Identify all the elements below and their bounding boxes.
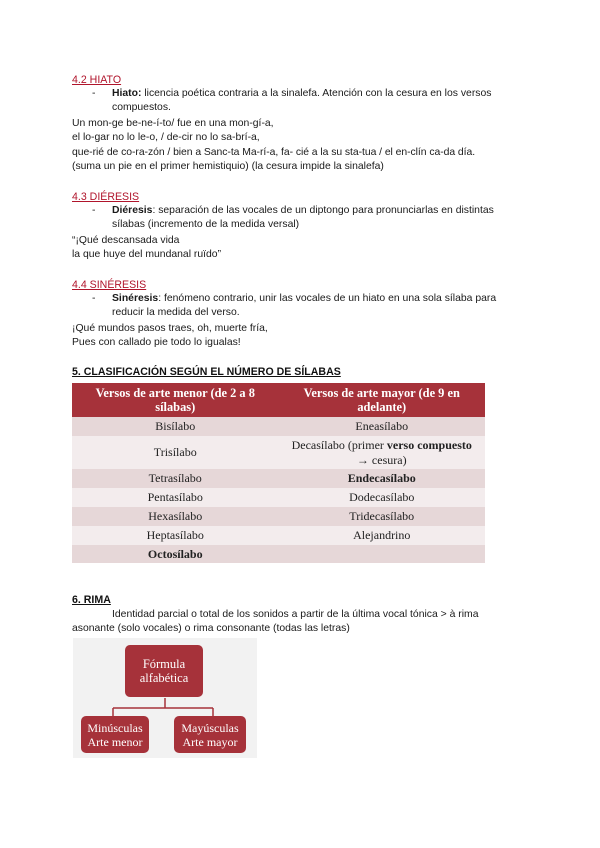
rima-line-1: Identidad parcial o total de los sonidos a partir de la última vocal tónica > à rima <box>112 609 479 620</box>
col-arte-menor: Versos de arte menor (de 2 a 8 sílabas) <box>72 383 279 417</box>
cell-menor: Pentasílabo <box>72 488 279 507</box>
heading-clasificacion: 5. CLASIFICACIÓN SEGÚN EL NÚMERO DE SÍLABAS <box>72 366 341 378</box>
heading-hiato: 4.2 HIATO <box>72 74 122 86</box>
arte-menor-label: Arte menor <box>87 734 143 749</box>
sineresis-example-1: ¡Qué mundos pasos traes, oh, muerte fría, <box>72 323 268 334</box>
deca-tail: → cesura) <box>356 452 407 467</box>
hiato-def-2: compuestos. <box>112 102 171 114</box>
cell-mayor: Dodecasílabo <box>279 488 486 507</box>
sineresis-term: Sinéresis <box>112 293 159 304</box>
formula-label-2: alfabética <box>139 671 189 685</box>
hiato-note: (suma un pie en el primer hemistiquio) (la cesura impide la sinalefa) <box>72 161 384 172</box>
table-row <box>72 436 485 470</box>
cell-menor: Tetrasílabo <box>72 469 279 488</box>
dieresis-term: Diéresis <box>112 205 153 216</box>
mayusculas-box <box>174 716 246 753</box>
table-row <box>72 526 485 545</box>
mayusculas-label: Mayúsculas <box>181 720 239 735</box>
dieresis-def-1: : separación de las vocales de un diptongo para pronunciarlas en distintas <box>152 205 494 216</box>
heading-sineresis: 4.4 SINÉRESIS <box>72 279 147 291</box>
sineresis-def-2: reducir la medida del verso. <box>112 307 240 319</box>
minusculas-box <box>81 716 149 753</box>
dieresis-example-2: la que huye del mundanal ruïdo” <box>72 249 222 260</box>
cell-mayor: Alejandrino <box>279 526 486 545</box>
sineresis-def-1: : fenómeno contrario, unir las vocales de un hiato en una sola sílaba para <box>158 293 497 304</box>
rhyme-formula-diagram <box>73 638 257 758</box>
cell-mayor: Endecasílabo <box>279 469 486 488</box>
dieresis-def-2: sílabas (incremento de la medida versal) <box>112 219 300 231</box>
cell-mayor <box>279 545 486 564</box>
hiato-example-3: que-rié de co-ra-zón / bien a Sanc-ta Ma-rí-a, fa- cié a la su sta-tua / el en-clín ca-da día. <box>72 147 476 158</box>
hiato-def-1: licencia poética contraria a la sinalefa. Atención con la cesura en los versos <box>141 88 492 99</box>
formula-box <box>125 645 203 697</box>
cell-mayor: Tridecasílabo <box>279 507 486 526</box>
sineresis-example-2: Pues con callado pie todo lo igualas! <box>72 337 241 348</box>
heading-rima: 6. RIMA <box>72 594 111 606</box>
hiato-term: Hiato: <box>112 88 142 99</box>
cell-menor: Hexasílabo <box>72 507 279 526</box>
cell-menor: Heptasílabo <box>72 526 279 545</box>
cell-menor: Trisílabo <box>72 436 279 470</box>
hiato-definition: - Hiato: licencia poética contraria a la sinalefa. Atención con la cesura en los versos compuestos. <box>92 87 491 116</box>
table-row <box>72 469 485 488</box>
table-row <box>72 417 485 436</box>
table-row <box>72 545 485 564</box>
heading-dieresis: 4.3 DIÉRESIS <box>72 191 140 203</box>
rima-line-2: asonante (solo vocales) o rima consonante (todas las letras) <box>72 623 350 634</box>
dieresis-example-1: “¡Qué descansada vida <box>72 235 180 246</box>
syllable-table <box>72 383 485 563</box>
formula-label-1: Fórmula <box>142 657 186 671</box>
cell-menor: Bisílabo <box>72 417 279 436</box>
col-arte-mayor: Versos de arte mayor (de 9 en adelante) <box>279 383 486 417</box>
cell-menor: Octosílabo <box>72 545 279 564</box>
arte-mayor-label: Arte mayor <box>182 734 238 749</box>
cell-mayor <box>279 436 486 470</box>
table-header-row <box>72 383 485 417</box>
deca-bold: verso compuesto <box>386 437 472 452</box>
cell-mayor: Eneasílabo <box>279 417 486 436</box>
table-row <box>72 488 485 507</box>
sineresis-definition: - Sinéresis: fenómeno contrario, unir las vocales de un hiato en una sola sílaba para reducir la medida del verso. <box>92 292 496 321</box>
dieresis-definition: - Diéresis: separación de las vocales de un diptongo para pronunciarlas en distintas sílabas (incremento de la medida versal) <box>92 204 494 233</box>
minusculas-label: Minúsculas <box>87 720 143 735</box>
deca-label: Decasílabo (primer <box>291 437 387 452</box>
table-row <box>72 507 485 526</box>
hiato-example-1: Un mon-ge be-ne-í-to/ fue en una mon-gí-a, <box>72 118 274 129</box>
hiato-example-2: el lo-gar no lo le-o, / de-cir no lo sa-brí-a, <box>72 132 260 143</box>
